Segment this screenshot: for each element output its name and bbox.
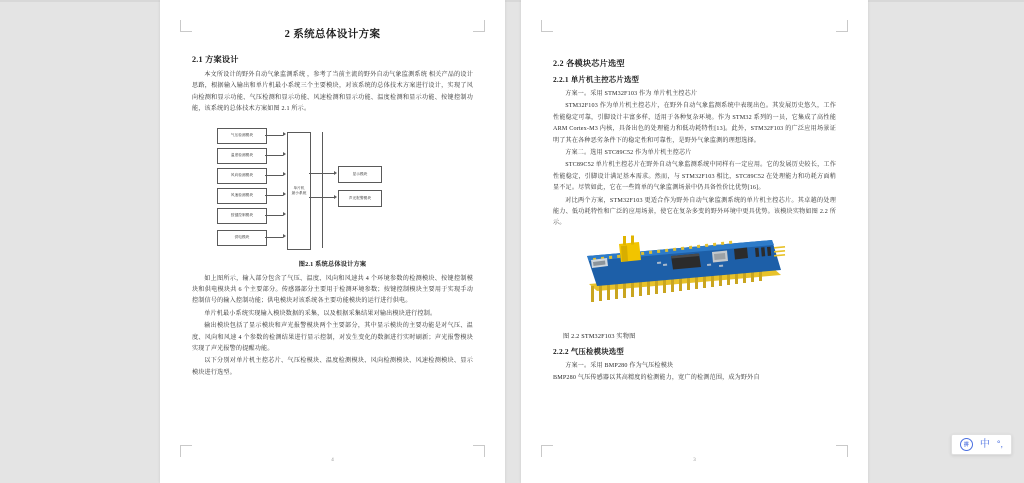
diagram-arrow-icon (283, 234, 286, 238)
diagram-mcu-label-line1: 单片机 (293, 185, 305, 190)
diagram-arrow-icon (283, 132, 286, 136)
diagram-connector (265, 175, 283, 176)
figure-caption-2-2: 图 2.2 STM32F103 实物图 (563, 332, 636, 340)
paragraph: 如上图所示，输入部分包含了气压、温度、风向和风速共 4 个环境参数的检测模块、按键控制模块和供电模块共 6 个主要部分。传感器部分主要用于检测环境参数；按键控制模块主要用于实现手动控制信号的输入控制功能；供电模块对该系统各主要功能模块的运行进行供电。 (192, 275, 473, 305)
diagram-input-box: 气压检测模块 (217, 128, 267, 144)
document-page-left[interactable] (160, 0, 505, 483)
page-number: 4 (331, 458, 334, 463)
diagram-arrow-icon (334, 171, 337, 175)
diagram-output-box: 显示模块 (338, 166, 382, 183)
diagram-arrow-icon (283, 212, 286, 216)
diagram-input-box: 按键控制模块 (217, 208, 267, 224)
diagram-mcu-label-line2: 最小系统 (291, 190, 307, 195)
margin-corner-top-left (180, 20, 192, 32)
diagram-connector (265, 155, 283, 156)
ime-logo-icon[interactable]: 拼 (960, 438, 973, 451)
margin-corner-top-right (836, 20, 848, 32)
diagram-input-box: 供电模块 (217, 230, 267, 246)
diagram-output-box: 声光报警模块 (338, 190, 382, 207)
section-heading-2-2-2: 2.2.2 气压检模块选型 (553, 346, 624, 356)
paragraph: 单片机最小系统实现输入模块数据的采集，以及根据采集结果对输出模块进行控制。 (204, 310, 437, 317)
diagram-mcu-box (287, 132, 311, 250)
diagram-connector (265, 215, 283, 216)
diagram-input-box: 风向检测模块 (217, 168, 267, 184)
section-heading-2-2: 2.2 各模块芯片选型 (553, 59, 625, 68)
diagram-arrow-icon (334, 195, 337, 199)
ime-language-mode-button[interactable]: 中 (979, 438, 990, 450)
margin-corner-top-right (473, 20, 485, 32)
diagram-connector (322, 132, 323, 248)
right-page-body (553, 58, 836, 386)
margin-corner-bottom-left (180, 445, 192, 457)
diagram-input-box: 温度检测模块 (217, 148, 267, 164)
ime-toolbar[interactable] (951, 434, 1012, 455)
document-page-right[interactable] (521, 0, 868, 483)
diagram-connector (265, 237, 283, 238)
stm32-board-figure (553, 234, 836, 326)
system-block-diagram (192, 126, 473, 254)
chapter-heading: 2 系统总体设计方案 (284, 29, 381, 40)
margin-corner-bottom-left (541, 445, 553, 457)
margin-corner-bottom-right (836, 445, 848, 457)
diagram-arrow-icon (283, 152, 286, 156)
paragraph: 方案一。采用 BMP280 作为气压检模块 (565, 362, 674, 369)
viewer-top-divider (0, 0, 1024, 2)
paragraph: 对比两个方案，STM32F103 更适合作为野外自动气象监测系统的单片机主控芯片。其卓越的处理能力、低功耗特性和广泛的应用场景，使它在复杂多变的野外环境中更具优势。该模块实物如图 2.2 所示。 (553, 197, 836, 227)
diagram-connector (265, 135, 283, 136)
paragraph: 以下分别对单片机主控芯片、气压检模块、温度检测模块、风向检测模块、风速检测模块、显示模块进行选型。 (192, 358, 473, 376)
stm32-board-image (567, 234, 817, 314)
page-number: 3 (693, 458, 696, 463)
paragraph: STC89C52 单片机主控芯片在野外自动气象监测系统中同样有一定应用。它的发展历史较长，工作性能稳定，引脚设计满足基本需求。然而，与 STM32F103 相比，STC89C52 在处理能力和功耗方面稍显不足。尽管如此，它在一些简单的气象监测场景中仍具备性价比优势[16]。 (553, 162, 836, 192)
margin-corner-bottom-right (473, 445, 485, 457)
margin-corner-top-left (541, 20, 553, 32)
paragraph: 方案二。选用 STC89C52 作为单片机主控芯片 (565, 150, 692, 157)
diagram-connector (265, 195, 283, 196)
paragraph: 输出模块包括了显示模块和声光报警模块两个主要部分，其中显示模块的主要功能是对气压、温度、风向和风速 4 个参数的检测结果进行显示控制，对发生变化的数据进行实时刷新；声光报警模块实现了声光报警的提醒功能。 (192, 323, 473, 353)
left-page-body (192, 26, 473, 380)
diagram-arrow-icon (283, 192, 286, 196)
figure-caption-2-1: 图2.1 系统总体设计方案 (298, 260, 367, 268)
diagram-input-box: 风速检测模块 (217, 188, 267, 204)
diagram-arrow-icon (283, 172, 286, 176)
paragraph: 方案一。采用 STM32F103 作为 单片机主控芯片 (565, 91, 698, 97)
section-heading-2-2-1: 2.2.1 单片机主控芯片选型 (553, 75, 640, 84)
paragraph: STM32F103 作为单片机主控芯片，在野外自动气象监测系统中表现出色。其发展历史悠久，工作性能稳定可靠，引脚设计丰富多样，适用于各种复杂环境。作为 STM32 系列的一员，它集成了高性能 ARM Cortex-M3 内核，具备出色的处理能力和低功耗特性[13]。此外，STM32F103 的广泛应用场景证明了其在各种恶劣条件下的稳定性和可靠性，是野外气象监测的理想选择。 (553, 103, 836, 144)
section-heading-2-1: 2.1 方案设计 (192, 55, 239, 64)
paragraph: BMP280 气压传感器以其高精度的检测能力，宽广的检测范围，成为野外自 (553, 375, 760, 382)
paragraph: 本文所设计的野外自动气象监测系统 ，参考了当前主流的野外自动气象监测系统 相关产品的设计思路，根据输入输出和单片机最小系统三个主要模块，对该系统的总体技术方案进行设计，实现了风向检测和显示功能、气压检测和显示功能、风速检测和显示功能、温度检测和显示功能、按键控制功能，该系统的总体技术方案如图 2.1 所示。 (192, 72, 473, 113)
ime-punctuation-toggle[interactable]: °, (996, 439, 1003, 449)
